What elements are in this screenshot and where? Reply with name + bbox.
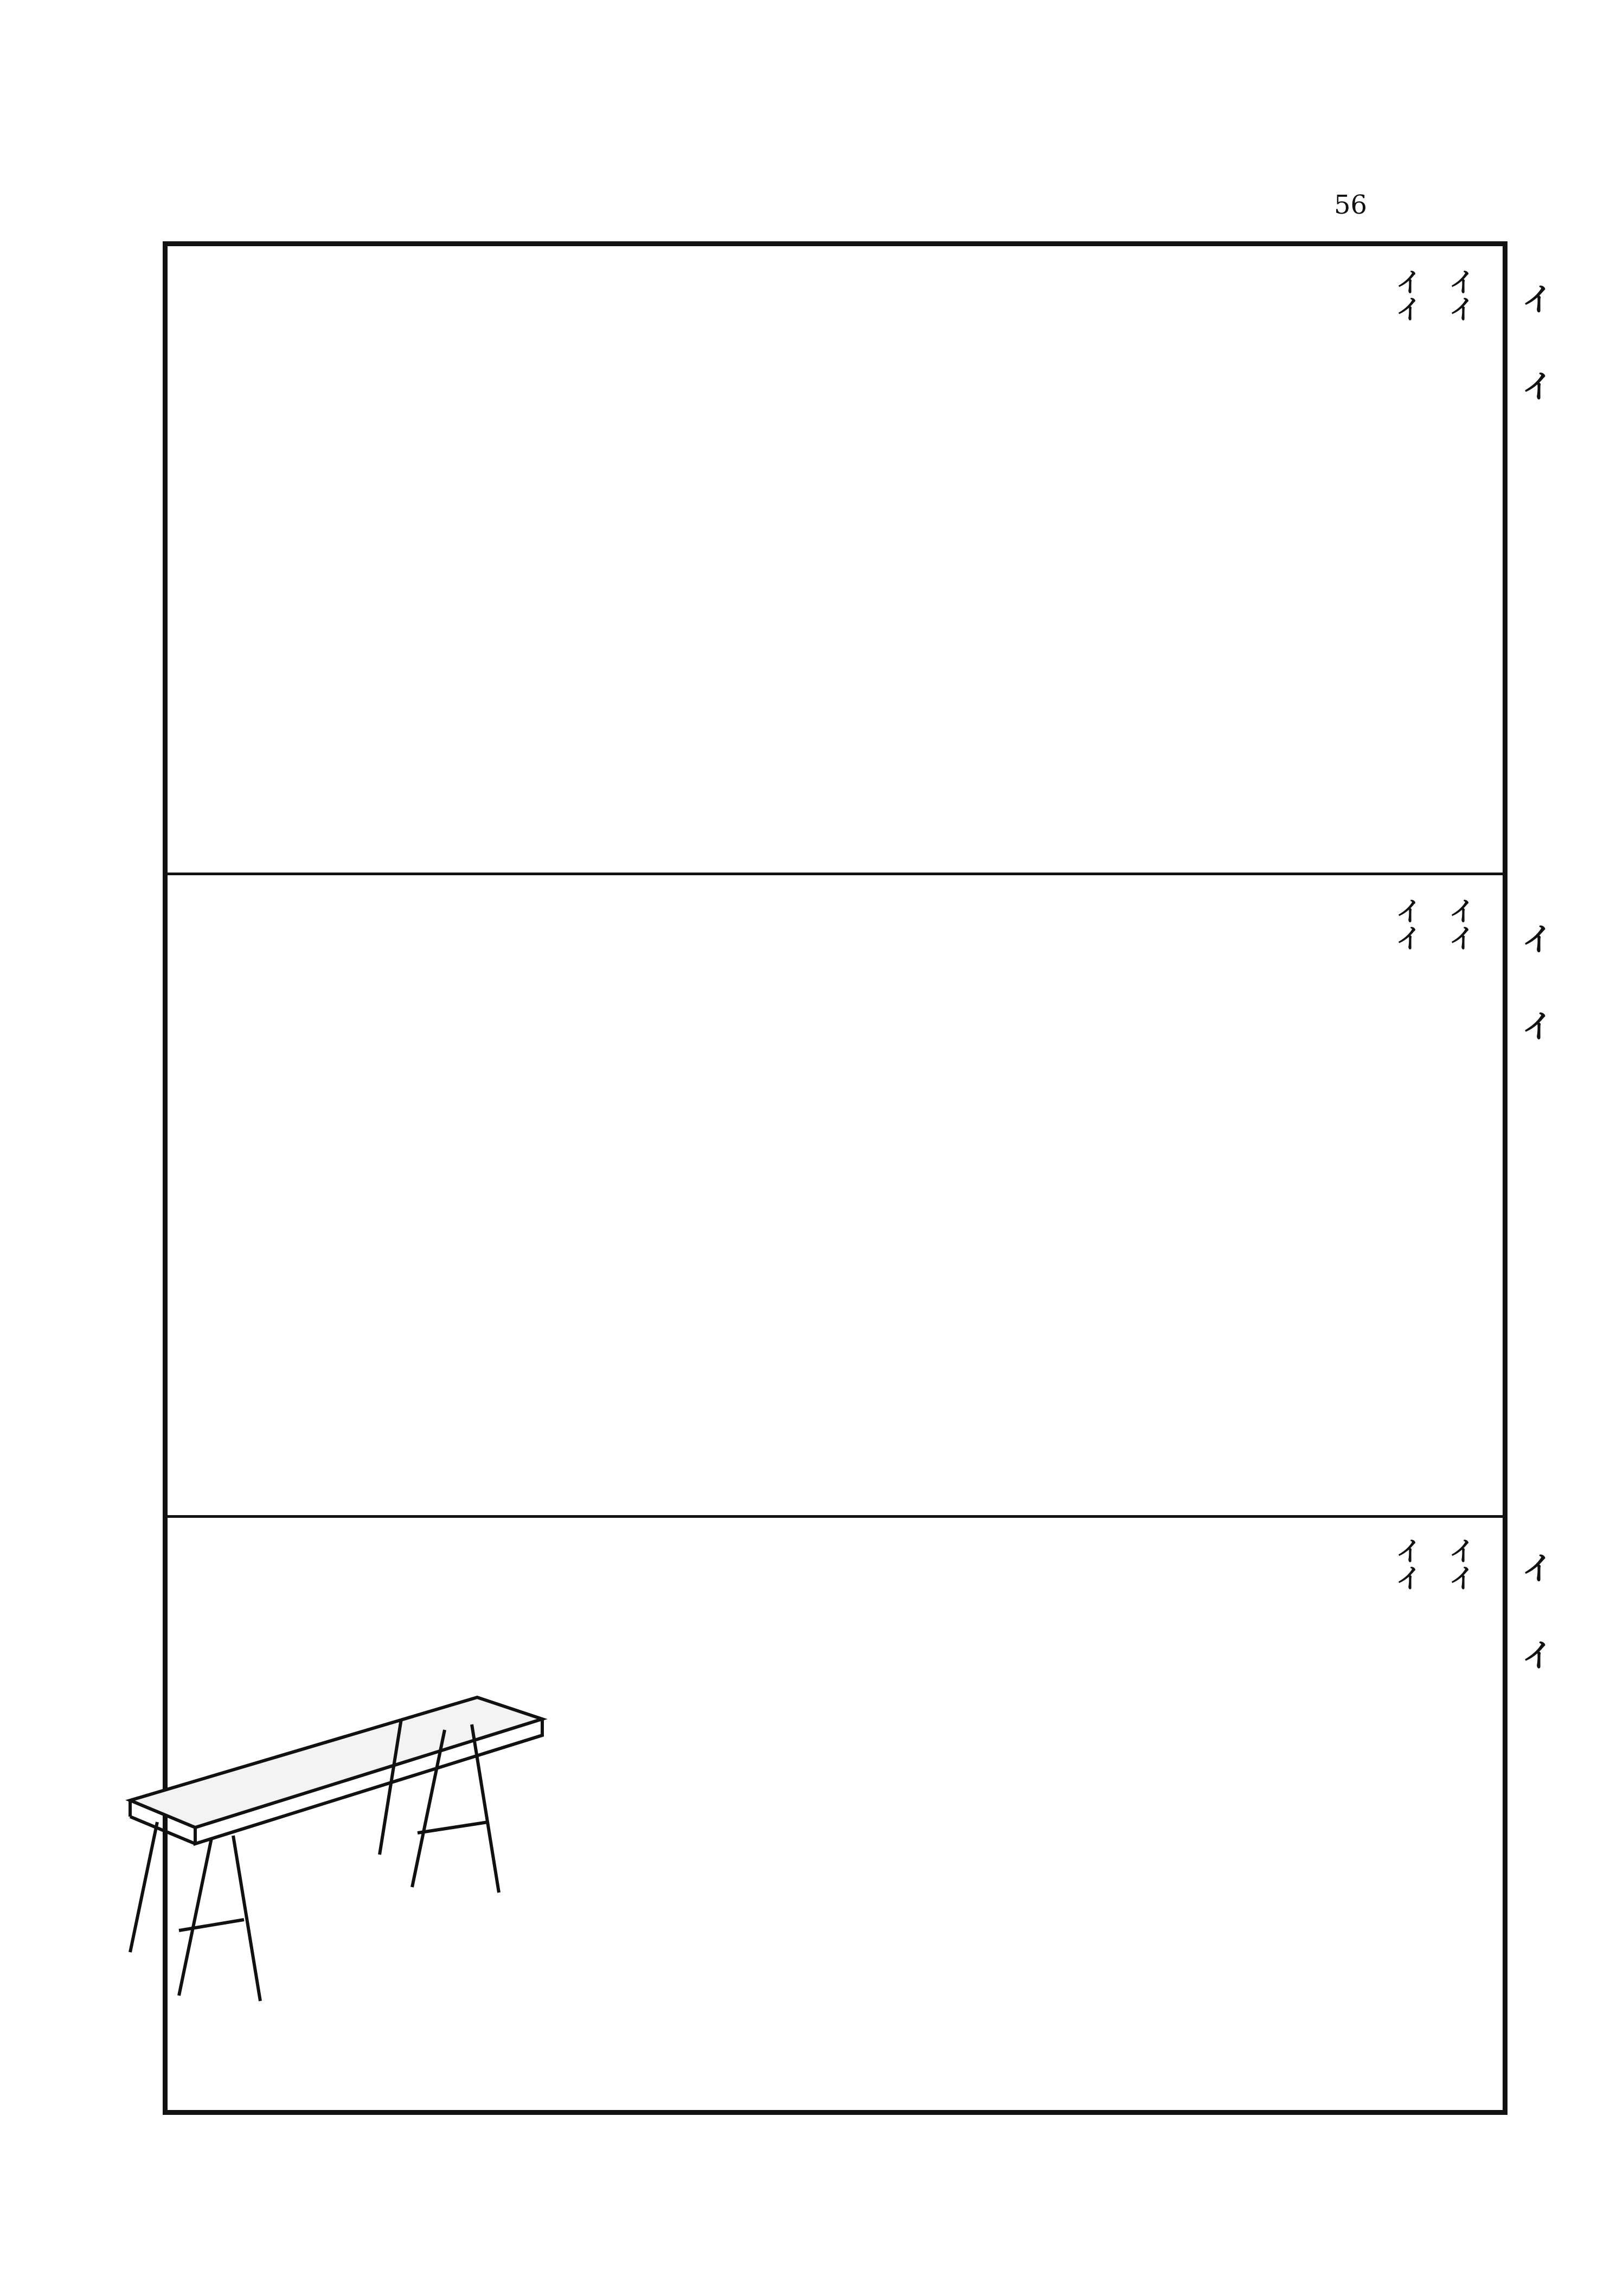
column-header-mark: イ イ xyxy=(1516,922,1554,1063)
entry-headword: イイ xyxy=(1391,897,1423,951)
bench-illustration xyxy=(98,1649,586,2061)
panel-divider xyxy=(168,873,1503,875)
dictionary-entry xyxy=(1433,897,1486,1493)
bench-drawing xyxy=(98,1649,586,2061)
dictionary-entry xyxy=(1380,268,1433,854)
entry-headword: イイ xyxy=(1444,1537,1476,1591)
page-number: 56 xyxy=(1334,190,1368,220)
column-header-mark: イ イ xyxy=(1516,1551,1554,1692)
entry-headword: イイ xyxy=(1391,1537,1423,1591)
dictionary-entry xyxy=(1380,1537,1433,2101)
dictionary-entry xyxy=(1380,897,1433,1493)
dictionary-entry xyxy=(1433,268,1486,854)
dictionary-entry xyxy=(1433,1537,1486,2101)
dictionary-panel-2 xyxy=(184,897,1486,1493)
panel-divider xyxy=(168,1515,1503,1518)
entry-headword: イイ xyxy=(1444,268,1476,322)
column-header-mark: イ イ xyxy=(1516,282,1554,424)
entry-headword: イイ xyxy=(1391,268,1423,322)
entry-headword: イイ xyxy=(1444,897,1476,951)
dictionary-panel-1 xyxy=(184,268,1486,854)
